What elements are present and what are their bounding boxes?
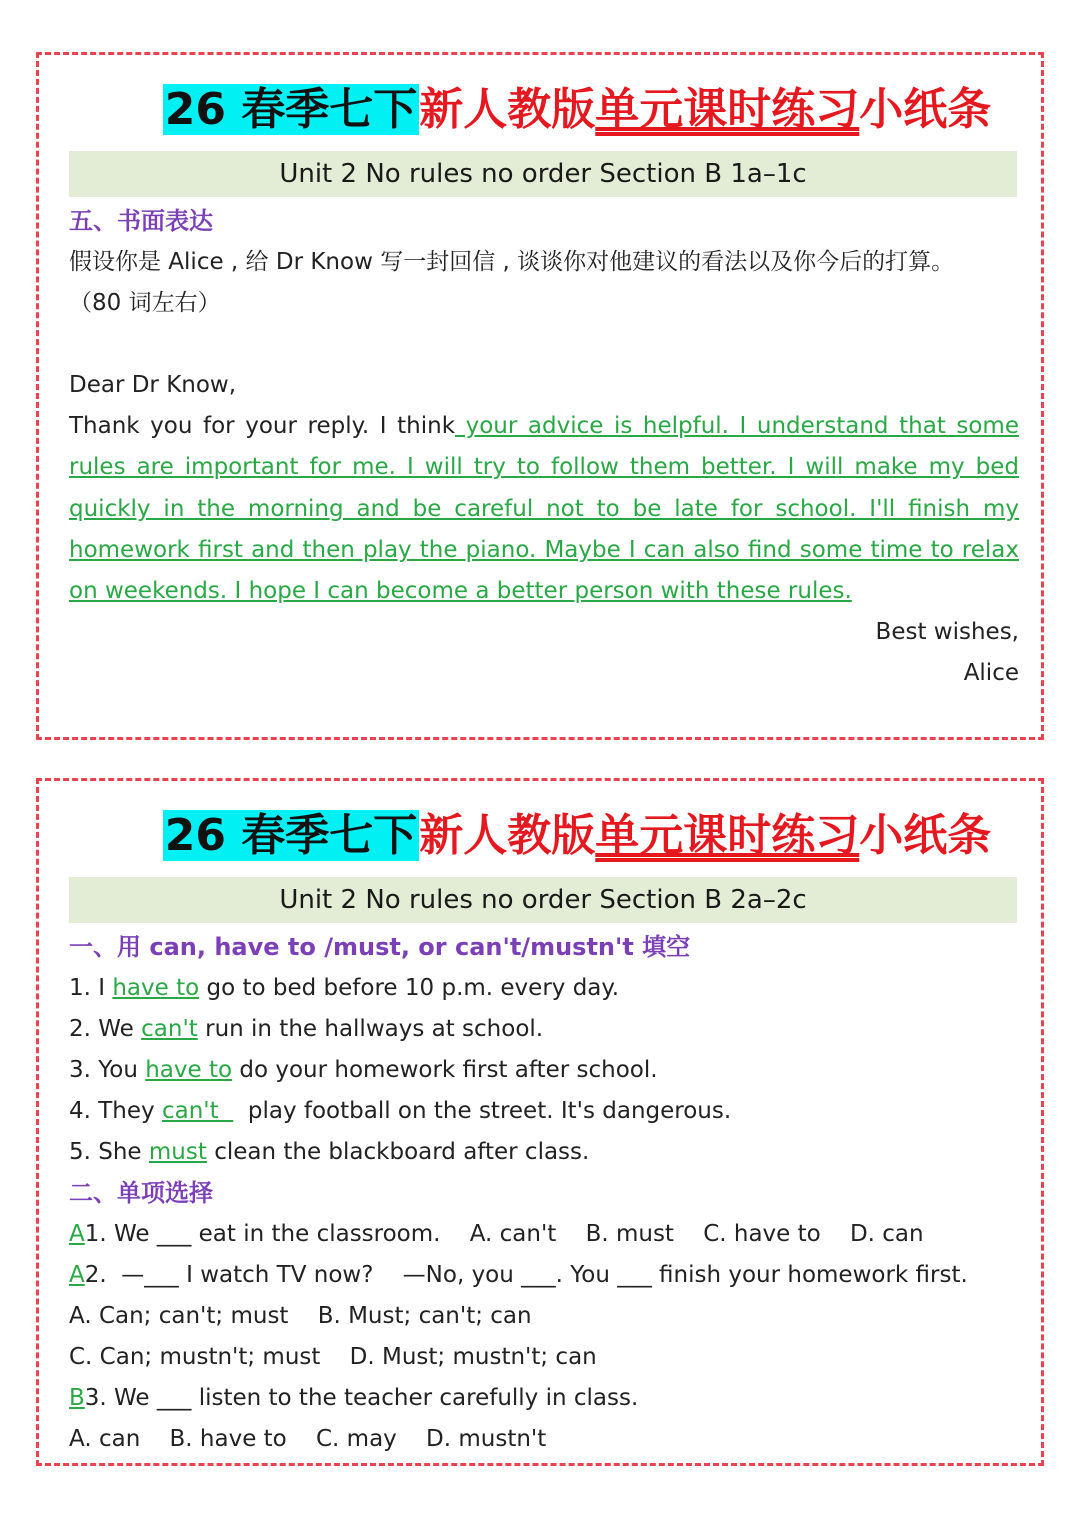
exercise-section <box>69 927 1019 1460</box>
title-highlight: 26 春季七下 <box>164 810 418 861</box>
item-text: play football on the street. It's dangerous. <box>233 1098 732 1124</box>
fill-item-2 <box>69 1009 1019 1050</box>
multiple-choice-heading: 二、单项选择 <box>69 1179 213 1207</box>
mc-answer: A <box>69 1221 85 1247</box>
worksheet-card-1 <box>36 52 1044 740</box>
letter-answer: your advice is helpful. I understand that some rules are important for me. I will try to follow them better. I will make my bed quickly in the morning and be careful not to be late for school. I'll finish my homework first and then play the piano. Maybe I can also find some time to relax on weekends. I hope I can become a better person with these rules. <box>69 413 1019 605</box>
letter-body <box>69 406 1019 612</box>
letter-greeting: Dear Dr Know, <box>69 372 237 398</box>
mc-answer: A <box>69 1262 85 1288</box>
mc-text: 1. We ___ eat in the classroom. A. can't B. must C. have to D. can <box>84 1221 924 1247</box>
item-text: 4. They <box>69 1098 162 1124</box>
item-text: run in the hallways at school. <box>197 1016 544 1042</box>
title-red-1: 新人教版 <box>419 84 596 135</box>
mc-question-1 <box>69 1214 1019 1255</box>
letter-start: Thank you for your reply. I think <box>69 413 456 439</box>
mc-question-2 <box>69 1255 1019 1296</box>
unit-banner: Unit 2 No rules no order Section B 2a–2c <box>69 877 1017 923</box>
title-highlight: 26 春季七下 <box>164 84 418 135</box>
unit-banner: Unit 2 No rules no order Section B 1a–1c <box>69 151 1017 197</box>
fill-in-heading: 一、用 can, have to /must, or can't/mustn't 填空 <box>69 933 691 961</box>
writing-section <box>69 201 1019 694</box>
item-text: go to bed before 10 p.m. every day. <box>199 975 620 1001</box>
letter-closing: Best wishes, <box>875 619 1019 646</box>
title-red-2: 小纸条 <box>859 810 992 861</box>
prompt-line-1: 假设你是 Alice , 给 Dr Know 写一封回信 , 谈谈你对他建议的看法以及你今后的打算。 <box>69 249 955 275</box>
mc-text: 2. —___ I watch TV now? —No, you ___. You ___ finish your homework first. <box>84 1262 968 1288</box>
title-red-1: 新人教版 <box>419 810 596 861</box>
card-title <box>107 803 1047 869</box>
fill-item-3 <box>69 1050 1019 1091</box>
mc-question-3 <box>69 1378 1019 1419</box>
blank-spacer <box>69 324 1019 365</box>
card-title <box>107 77 1047 143</box>
mc-answer: B <box>69 1385 85 1411</box>
title-red-2: 小纸条 <box>859 84 992 135</box>
item-answer: must <box>148 1139 207 1165</box>
item-text: 1. I <box>69 975 113 1001</box>
title-red-underlined: 单元课时练习 <box>595 810 860 861</box>
mc-question-2-options-2: C. Can; mustn't; must D. Must; mustn't; can <box>69 1344 597 1370</box>
title-red-underlined: 单元课时练习 <box>595 84 860 135</box>
item-text: 3. You <box>69 1057 146 1083</box>
item-answer: have to <box>112 975 200 1001</box>
worksheet-card-2 <box>36 778 1044 1466</box>
item-answer: can't <box>161 1098 234 1124</box>
mc-question-2-options-1: A. Can; can't; must B. Must; can't; can <box>69 1303 532 1329</box>
item-text: clean the blackboard after class. <box>206 1139 590 1165</box>
item-answer: can't <box>141 1016 198 1042</box>
mc-question-3-options: A. can B. have to C. may D. mustn't <box>69 1426 547 1452</box>
fill-item-1 <box>69 968 1019 1009</box>
mc-text: 3. We ___ listen to the teacher carefully in class. <box>84 1385 639 1411</box>
fill-item-4 <box>69 1091 1019 1132</box>
fill-item-5 <box>69 1132 1019 1173</box>
item-answer: have to <box>145 1057 233 1083</box>
prompt-line-2: （80 词左右） <box>69 290 221 316</box>
item-text: do your homework first after school. <box>232 1057 658 1083</box>
item-text: 2. We <box>69 1016 142 1042</box>
section-heading: 五、书面表达 <box>69 207 213 235</box>
letter-signature: Alice <box>963 660 1019 687</box>
item-text: 5. She <box>69 1139 149 1165</box>
